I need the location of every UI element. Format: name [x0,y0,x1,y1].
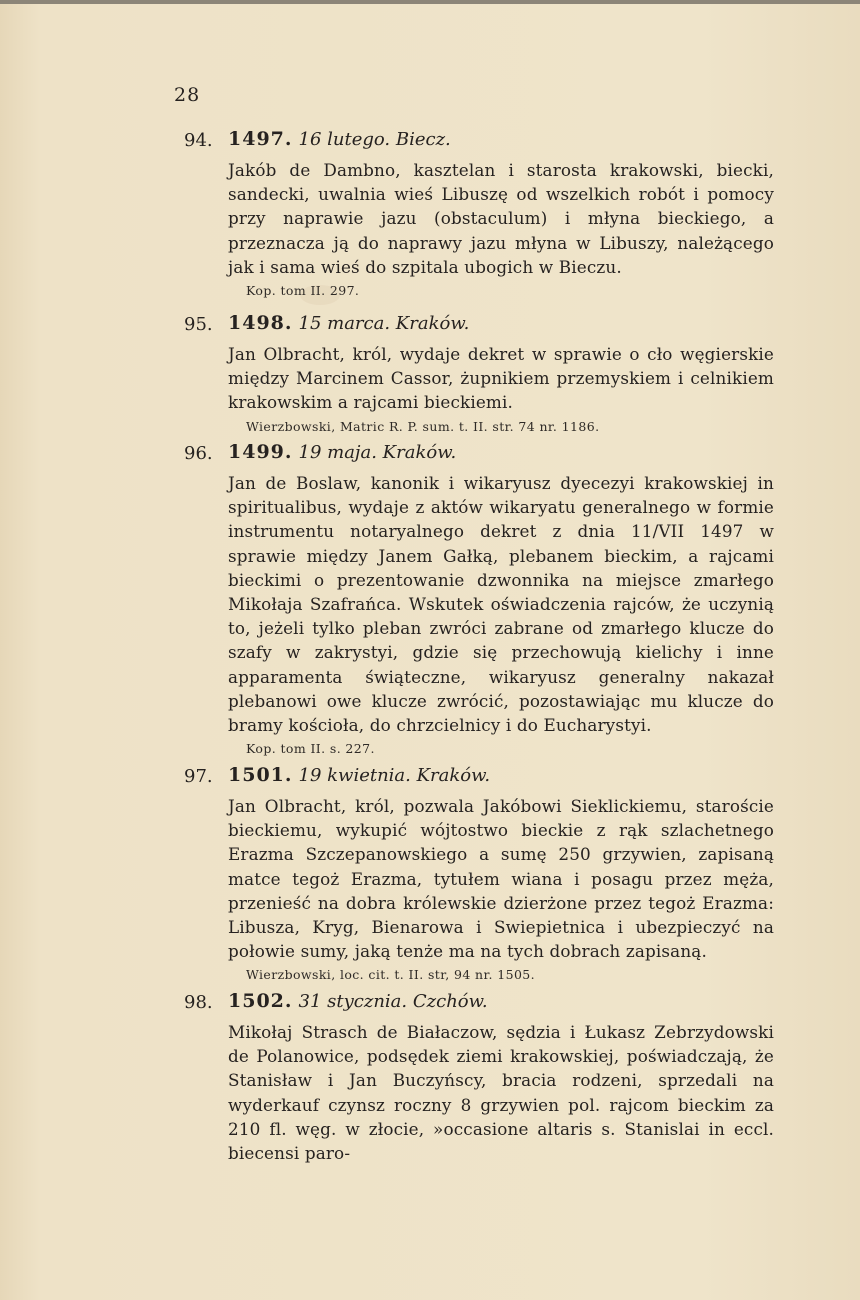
entry-heading [174,312,774,340]
entry-number: 94. [184,130,213,151]
entry-source: Wierzbowski, loc. cit. t. II. str, 94 nr. 1505. [246,967,536,983]
entry-year: 1497. 16 lutego. Biecz. [228,128,451,150]
entry-number: 96. [184,443,213,464]
entry-date: 16 lutego. Biecz. [298,129,451,150]
entry-heading [174,441,774,469]
entry-97 [174,764,774,982]
top-edge-rule [0,0,860,4]
entry-text: Mikołaj Strasch de Białaczow, sędzia i Łukasz Zebrzydowski de Polanowice, podsędek ziemi krakowskiej, poświadczają, że Stanisław i Jan Buczyńscy, bracia rodzeni, sprzedali na wyderkauf czynsz roczny 8 grzywien pol. rajcom bieckim za 210 fl. węg. w złocie, »occasione altaris s. Stanislai in eccl. biecensi paro- [228,1022,774,1164]
entry-96 [174,441,774,756]
entry-number: 95. [184,314,213,335]
entry-number: 98. [184,992,213,1013]
entry-98 [174,990,774,1165]
entry-heading [174,990,774,1018]
entry-source: Kop. tom II. s. 227. [246,741,375,757]
entry-text: Jan Olbracht, król, wydaje dekret w sprawie o cło węgierskie między Marcinem Cassor, żupnikiem przemyskiem i celnikiem krakowskim a rajcami bieckiemi. [228,344,774,413]
page-number: 28 [174,84,201,106]
entry-text: Jan Olbracht, król, pozwala Jakóbowi Sieklickiemu, staroście bieckiemu, wykupić wójtostwo bieckie z rąk szlachetnego Erazma Szczepanowskiego a sumę 250 grzywien, zapisaną matce tegoż Erazma, tytułem wiana i posagu przez męża, przenieść na dobra królewskie dzierżone przez tegoż Erazma: Libusza, Kryg, Bienarowa i Swiepietnica i ubezpieczyć na połowie sumy, jaką tenże ma na tych dobrach zapisaną. [228,796,774,962]
entry-year: 1501. 19 kwietnia. Kraków. [228,764,491,786]
entry-year: 1498. 15 marca. Kraków. [228,312,470,334]
entry-year: 1499. 19 maja. Kraków. [228,441,457,463]
entry-date: 19 kwietnia. Kraków. [298,765,491,786]
entry-text: Jakób de Dambno, kasztelan i starosta krakowski, biecki, sandecki, uwalnia wieś Libuszę od wszelkich robót i pomocy przy naprawie jazu (obstaculum) i młyna bieckiego, a przeznacza ją do naprawy jazu młyna w Libuszy, należącego jak i sama wieś do szpitala ubogich w Bieczu. [228,160,774,277]
entry-94 [174,128,774,298]
entry-heading [174,764,774,792]
entry-date: 19 maja. Kraków. [298,442,457,463]
entry-source: Kop. tom II. 297. [246,283,360,299]
entry-95 [174,312,774,434]
entry-heading [174,128,774,156]
entry-text: Jan de Boslaw, kanonik i wikaryusz dyecezyi krakowskiej in spiritualibus, wydaje z aktów wikaryatu generalnego w formie instrumentu notaryalnego dekret z dnia 11/VII 1497 w sprawie między Janem Gałką, plebanem bieckim, a rajcami bieckimi o prezentowanie dzwonnika na miejsce zmarłego Mikołaja Szafrańca. Wskutek oświadczenia rajców, że uczynią to, jeżeli tylko pleban zwróci zabrane od zmarłego klucze do szafy w zakrystyi, gdzie się przechowują kielichy i inne apparamenta świąteczne, wikaryusz generalny nakazał plebanowi owe klucze zwrócić, pozostawiając mu klucze do bramy kościoła, do chrzcielnicy i do Eucharystyi. [228,473,774,736]
entry-year: 1502. 31 stycznia. Czchów. [228,990,488,1012]
entry-date: 31 stycznia. Czchów. [298,991,488,1012]
entry-number: 97. [184,766,213,787]
entry-date: 15 marca. Kraków. [298,313,470,334]
entry-source: Wierzbowski, Matric R. P. sum. t. II. str. 74 nr. 1186. [246,418,600,434]
